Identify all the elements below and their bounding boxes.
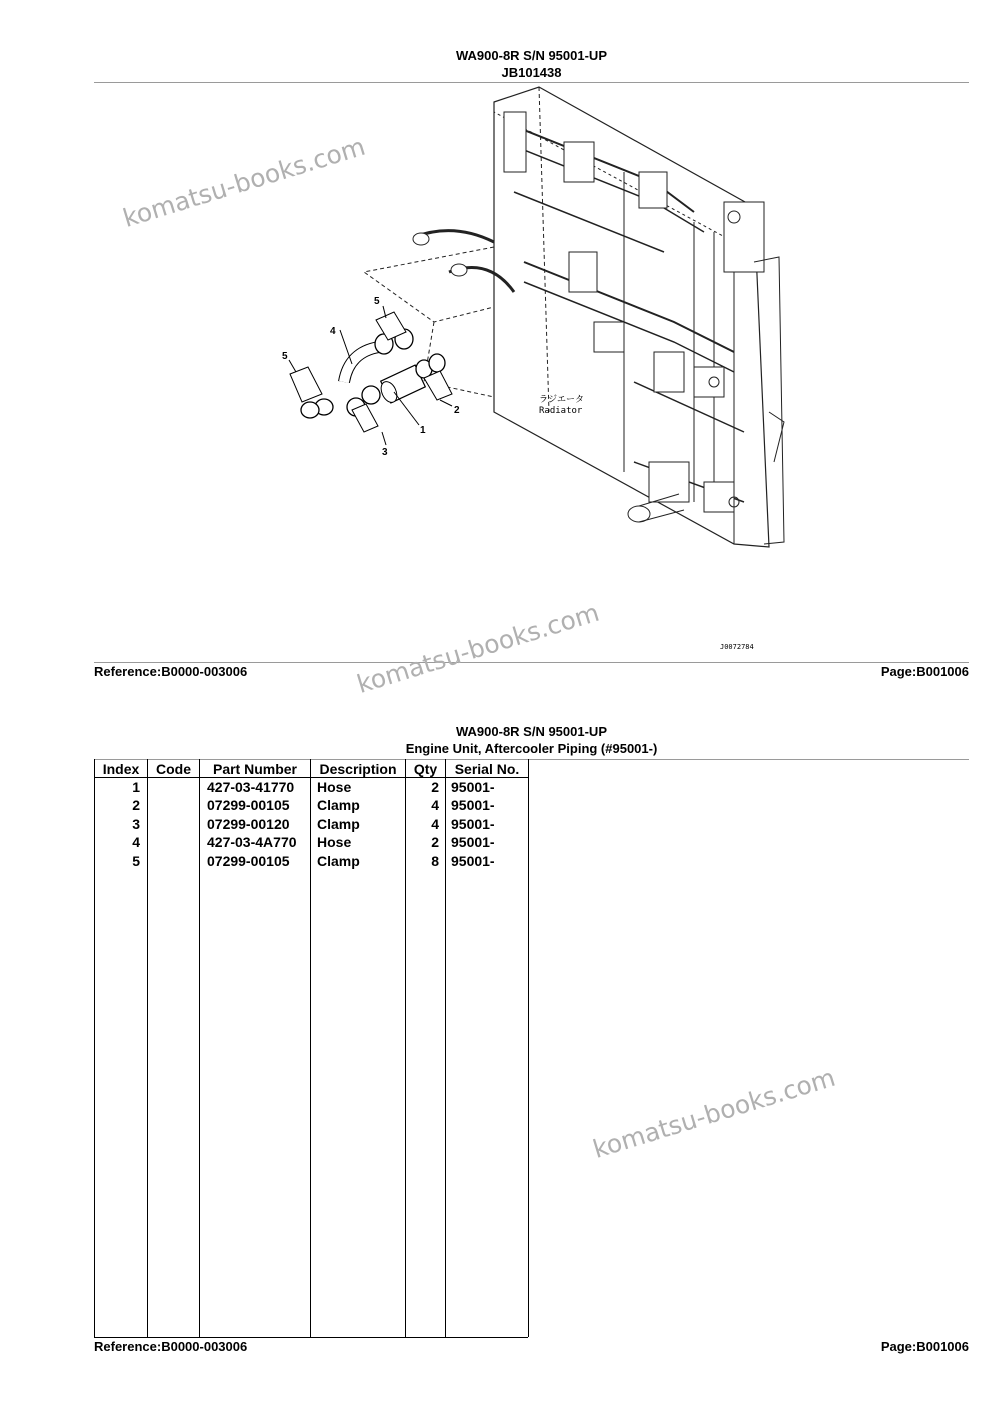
- watermark-text: komatsu-books.com: [353, 597, 603, 699]
- bottom-page-number: Page:B001006: [880, 1339, 969, 1354]
- bottom-page-subtitle: Engine Unit, Aftercooler Piping (#95001-): [405, 741, 658, 756]
- callout-5-upper: 5: [374, 296, 380, 307]
- top-page-title: WA900-8R S/N 95001-UP: [455, 48, 607, 63]
- callout-4: 4: [330, 326, 336, 337]
- col-header-index: Index: [102, 761, 140, 777]
- callout-1: 1: [420, 425, 426, 436]
- watermark-text: komatsu-books.com: [119, 131, 369, 233]
- parts-exploded-diagram: [94, 82, 969, 662]
- radiator-assembly: [364, 87, 784, 547]
- bottom-reference: Reference:B0000-003006: [94, 1339, 248, 1354]
- top-reference: Reference:B0000-003006: [94, 664, 248, 679]
- top-footer-rule: [94, 662, 969, 663]
- col-header-qty: Qty: [413, 761, 438, 777]
- callout-3: 3: [382, 447, 388, 458]
- radiator-label-jp: ラジエータ: [539, 395, 585, 405]
- top-page-number: Page:B001006: [880, 664, 969, 679]
- col-header-code: Code: [156, 761, 191, 777]
- col-header-description: Description: [319, 761, 397, 777]
- col-header-part-number: Part Number: [212, 761, 298, 777]
- exploded-parts: [289, 306, 452, 445]
- callout-5-lower: 5: [282, 351, 288, 362]
- drawing-code: J0072784: [720, 643, 754, 651]
- watermark-text: komatsu-books.com: [589, 1062, 839, 1164]
- figure-code: JB101438: [501, 65, 562, 80]
- col-header-serial: Serial No.: [454, 761, 520, 777]
- callout-2: 2: [454, 405, 460, 416]
- bottom-page-title: WA900-8R S/N 95001-UP: [455, 724, 607, 739]
- radiator-label-en: Radiator: [539, 406, 583, 416]
